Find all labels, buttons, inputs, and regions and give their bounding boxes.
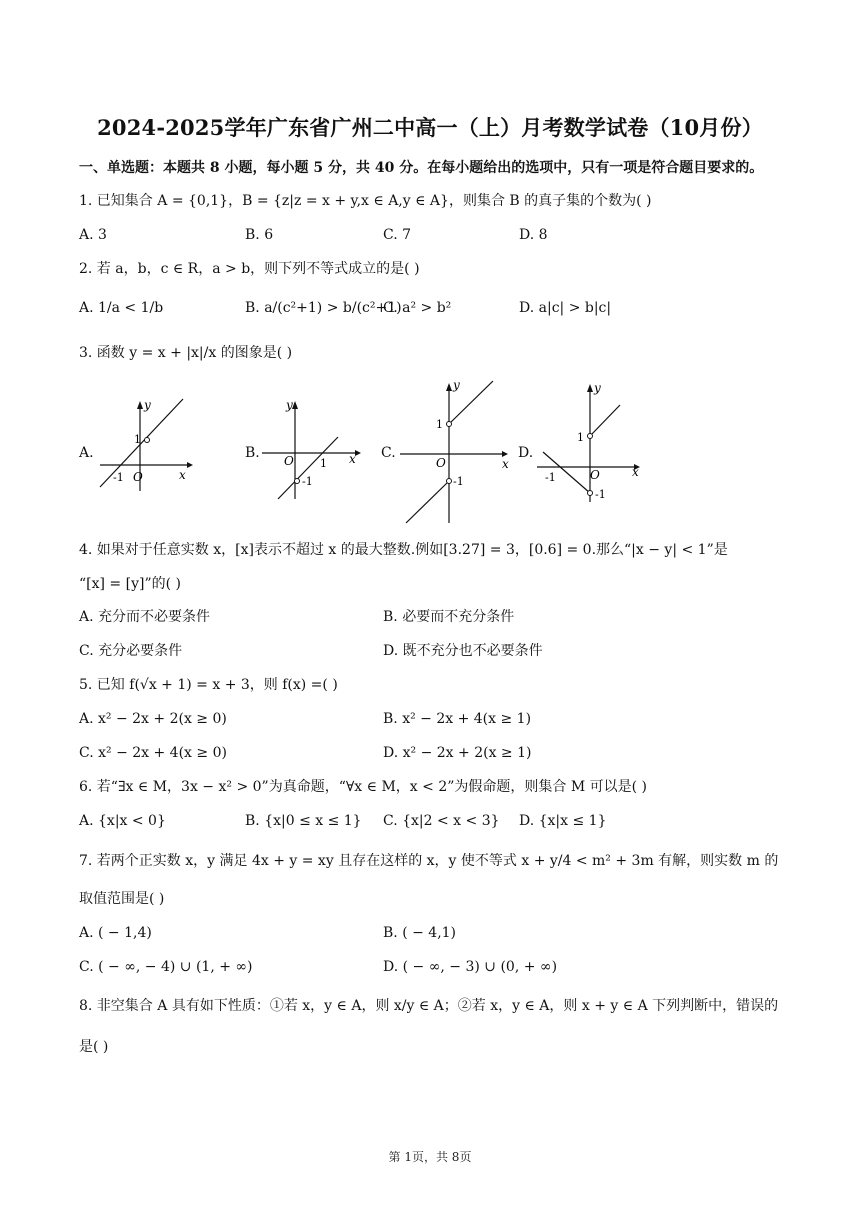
q2-option-b: B. a/(c²+1) > b/(c²+1) [245, 300, 402, 316]
q6-option-b: B. {x|0 ≤ x ≤ 1} [245, 813, 362, 829]
q2-option-c: C. a² > b² [383, 300, 452, 316]
origin-label: O [284, 454, 294, 468]
question-5-stem: 5. 已知 f(√x + 1) = x + 3，则 f(x) =( ) [79, 677, 338, 693]
section-heading: 一、单选题：本题共 8 小题，每小题 5 分，共 40 分。在每小题给出的选项中，只有一项是符合题目要求的。 [79, 160, 764, 176]
question-6-stem: 6. 若“∃x ∈ M，3x − x² > 0”为真命题，“∀x ∈ M，x < 2”为假命题，则集合 M 可以是( ) [79, 779, 647, 795]
q4-option-b: B. 必要而不充分条件 [383, 609, 515, 625]
page-title: 2024-2025学年广东省广州二中高一（上）月考数学试卷（10月份） [97, 115, 763, 140]
q5-option-a: A. x² − 2x + 2(x ≥ 0) [79, 711, 227, 727]
tick-label-one: 1 [577, 431, 584, 444]
tick-label-neg-one: -1 [302, 475, 313, 488]
q3-option-d: D. [518, 445, 534, 461]
q1-option-d: D. 8 [519, 227, 548, 243]
q4-option-d: D. 既不充分也不必要条件 [383, 643, 543, 659]
origin-label: O [133, 470, 143, 484]
graph-a [95, 395, 195, 495]
graph-b [260, 395, 365, 505]
q7-option-d: D. ( − ∞, − 3) ∪ (0, + ∞) [383, 959, 558, 975]
q7-option-b: B. ( − 4,1) [383, 925, 457, 941]
tick-label-one: 1 [320, 457, 327, 470]
tick-label-neg-one-y: -1 [595, 488, 606, 501]
graph-c [398, 377, 513, 525]
q6-option-c: C. {x|2 < x < 3} [383, 813, 500, 829]
axis-x-label: x [502, 457, 509, 471]
question-3-stem: 3. 函数 y = x + |x|/x 的图象是( ) [79, 345, 293, 361]
q3-option-c: C. [381, 445, 396, 461]
origin-label: O [590, 468, 600, 482]
question-7-stem-line2: 取值范围是( ) [79, 891, 165, 907]
question-2-stem: 2. 若 a，b，c ∈ R，a > b，则下列不等式成立的是( ) [79, 261, 420, 277]
tick-label-neg-one: -1 [113, 471, 124, 484]
q3-option-a: A. [79, 445, 94, 461]
axis-y-label: y [594, 381, 601, 395]
q5-option-d: D. x² − 2x + 2(x ≥ 1) [383, 745, 532, 761]
page-footer: 第 1页，共 8页 [388, 1150, 472, 1164]
tick-label-one: 1 [436, 418, 443, 431]
origin-label: O [436, 456, 446, 470]
axis-y-label: y [453, 378, 460, 392]
q3-option-b: B. [245, 445, 260, 461]
tick-label-one: 1 [134, 433, 141, 446]
tick-label-neg-one: -1 [545, 471, 556, 484]
graph-d [535, 378, 645, 506]
question-8-stem-line2: 是( ) [79, 1039, 109, 1055]
q5-option-c: C. x² − 2x + 4(x ≥ 0) [79, 745, 227, 761]
q7-option-c: C. ( − ∞, − 4) ∪ (1, + ∞) [79, 959, 253, 975]
q1-option-b: B. 6 [245, 227, 274, 243]
tick-label-neg-one: -1 [453, 475, 464, 488]
q4-option-c: C. 充分必要条件 [79, 643, 183, 659]
question-1-stem: 1. 已知集合 A = {0,1}，B = {z|z = x + y,x ∈ A,y ∈ A}，则集合 B 的真子集的个数为( ) [79, 193, 652, 209]
q7-option-a: A. ( − 1,4) [79, 925, 152, 941]
axis-x-label: x [179, 468, 186, 482]
axis-y-label: y [144, 398, 151, 412]
axis-x-label: x [632, 465, 639, 479]
q6-option-a: A. {x|x < 0} [79, 813, 166, 829]
question-7-stem-line1: 7. 若两个正实数 x，y 满足 4x + y = xy 且存在这样的 x，y 使不等式 x + y/4 < m² + 3m 有解，则实数 m 的 [79, 853, 779, 869]
question-4-stem-line2: “[x] = [y]”的( ) [79, 576, 181, 592]
axis-x-label: x [349, 452, 356, 466]
q6-option-d: D. {x|x ≤ 1} [519, 813, 607, 829]
axis-y-label: y [286, 398, 293, 412]
q5-option-b: B. x² − 2x + 4(x ≥ 1) [383, 711, 532, 727]
q4-option-a: A. 充分而不必要条件 [79, 609, 211, 625]
q2-option-d: D. a|c| > b|c| [519, 300, 612, 316]
q1-option-a: A. 3 [79, 227, 107, 243]
q1-option-c: C. 7 [383, 227, 412, 243]
q2-option-a: A. 1/a < 1/b [79, 300, 164, 316]
question-4-stem-line1: 4. 如果对于任意实数 x，[x]表示不超过 x 的最大整数.例如[3.27] = 3，[0.6] = 0.那么“|x − y| < 1”是 [79, 542, 728, 558]
question-8-stem-line1: 8. 非空集合 A 具有如下性质：①若 x，y ∈ A，则 x/y ∈ A；②若 x，y ∈ A，则 x + y ∈ A 下列判断中，错误的 [79, 998, 779, 1014]
